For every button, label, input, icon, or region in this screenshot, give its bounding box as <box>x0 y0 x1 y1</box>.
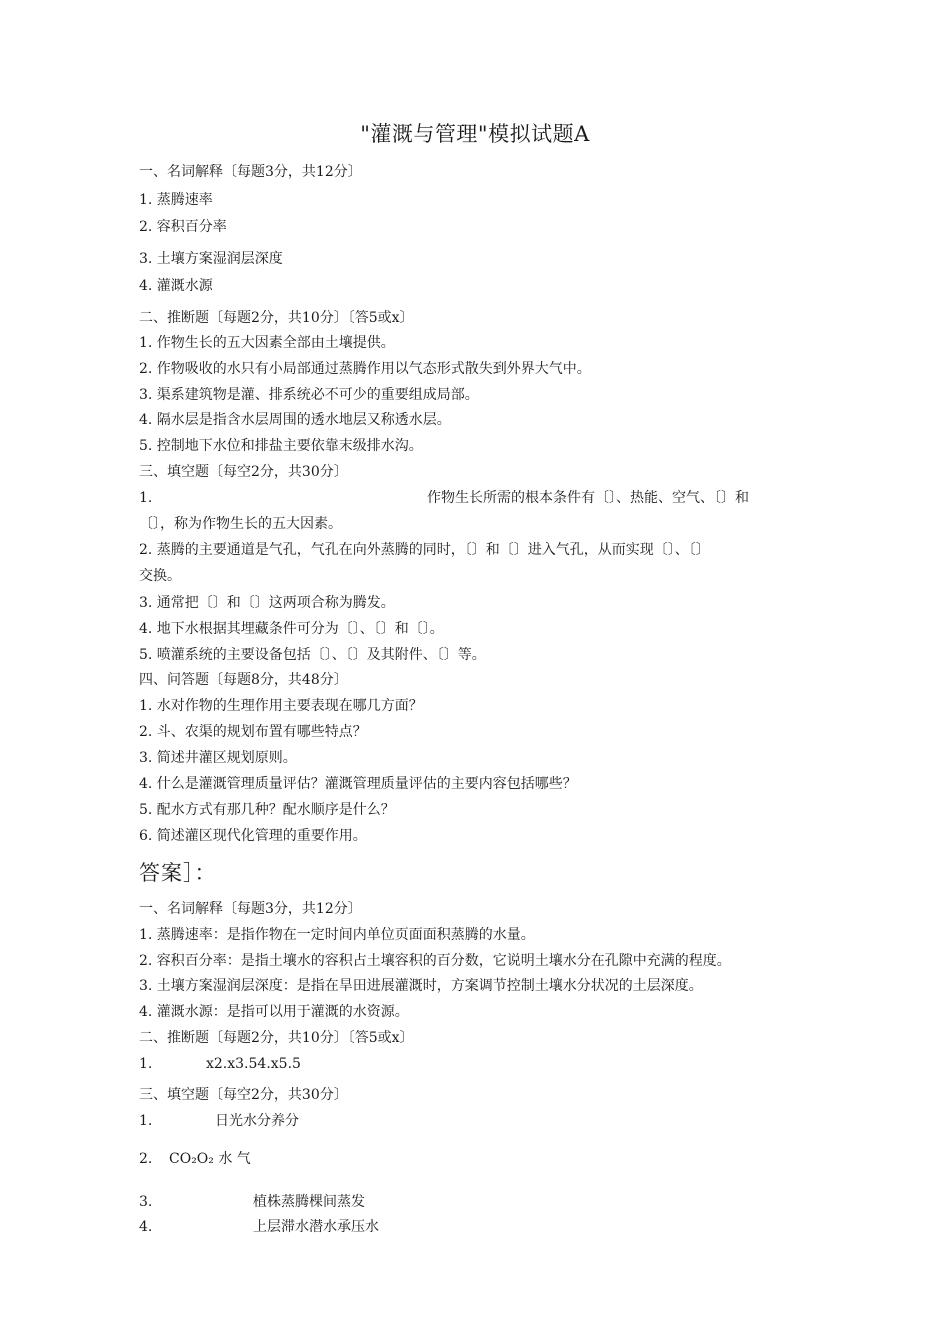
list-item-number: 1. <box>139 1056 153 1072</box>
list-item: 1. 作物生长的五大因素全部由土壤提供。 <box>139 335 395 351</box>
list-item: 2. 容积百分率：是指土壤水的容积占土壤容积的百分数，它说明土壤水分在孔隙中充满的程度。 <box>139 953 731 969</box>
list-item: CO₂O₂ 水 气 <box>169 1151 251 1167</box>
section-heading: 二、推断题〔每题2分，共10分〕〔答5或x〕 <box>139 310 414 326</box>
list-item: 日光水分养分 <box>215 1113 299 1129</box>
list-item-continuation: 交换。 <box>139 568 181 584</box>
list-item: 6. 简述灌区现代化管理的重要作用。 <box>139 828 367 844</box>
answers-heading: 答案］： <box>139 861 217 885</box>
section-heading: 一、名词解释〔每题3分，共12分〕 <box>139 164 362 180</box>
list-item: 2. 斗、农渠的规划布置有哪些特点？ <box>139 724 367 740</box>
list-item: x2.x3.54.x5.5 <box>206 1056 301 1072</box>
list-item: 4. 地下水根据其埋藏条件可分为〔〕、〔〕和〔〕。 <box>139 621 444 637</box>
list-item: 3. 渠系建筑物是灌、排系统必不可少的重要组成局部。 <box>139 387 479 403</box>
list-item: 4. 什么是灌溉管理质量评估？灌溉管理质量评估的主要内容包括哪些？ <box>139 776 577 792</box>
list-item: 3. 土壤方案湿润层深度：是指在旱田进展灌溉时，方案调节控制土壤水分状况的土层深度。 <box>139 978 703 994</box>
document-title: "灌溉与管理"模拟试题A <box>360 122 590 146</box>
list-item-continuation: 〔〕，称为作物生长的五大因素。 <box>139 516 342 532</box>
list-item: 5. 控制地下水位和排盐主要依靠末级排水沟。 <box>139 438 423 454</box>
list-item: 1. 蒸腾速率 <box>139 192 213 208</box>
list-item: 1. 水对作物的生理作用主要表现在哪几方面？ <box>139 698 423 714</box>
list-item: 2. 容积百分率 <box>139 219 227 235</box>
list-item: 1. 蒸腾速率：是指作物在一定时间内单位页面面积蒸腾的水量。 <box>139 927 535 943</box>
section-heading: 三、填空题〔每空2分，共30分〕 <box>139 464 348 480</box>
section-heading: 三、填空题〔每空2分，共30分〕 <box>139 1087 348 1103</box>
list-item: 5. 配水方式有那几种？配水顺序是什么？ <box>139 802 395 818</box>
list-item: 作物生长所需的根本条件有〔〕、热能、空气、〔〕和 <box>427 490 749 506</box>
list-item: 植株蒸腾棵间蒸发 <box>253 1194 365 1210</box>
section-heading: 一、名词解释〔每题3分，共12分〕 <box>139 901 362 917</box>
section-heading: 四、问答题〔每题8分，共48分〕 <box>139 672 348 688</box>
list-item-number: 1. <box>139 1113 153 1129</box>
list-item: 4. 灌溉水源：是指可以用于灌溉的水资源。 <box>139 1004 409 1020</box>
list-item: 2. 作物吸收的水只有小局部通过蒸腾作用以气态形式散失到外界大气中。 <box>139 361 591 377</box>
list-item: 3. 土壤方案湿润层深度 <box>139 251 283 267</box>
list-item: 4. 隔水层是指含水层周围的透水地层又称透水层。 <box>139 412 451 428</box>
list-item: 上层滞水潜水承压水 <box>253 1219 379 1235</box>
list-item: 5. 喷灌系统的主要设备包括〔〕、〔〕及其附件、〔〕等。 <box>139 647 486 663</box>
list-item: 4. 灌溉水源 <box>139 278 213 294</box>
list-item-number: 2. <box>139 1151 153 1167</box>
list-item: 2. 蒸腾的主要通道是气孔，气孔在向外蒸腾的同时，〔〕和〔〕进入气孔，从而实现〔〕、〔〕 <box>139 542 710 558</box>
list-item-number: 4. <box>139 1219 153 1235</box>
section-heading: 二、推断题〔每题2分，共10分〕〔答5或x〕 <box>139 1030 414 1046</box>
list-item-number: 1. <box>139 490 153 506</box>
list-item-number: 3. <box>139 1194 153 1210</box>
list-item: 3. 简述井灌区规划原则。 <box>139 750 297 766</box>
list-item: 3. 通常把〔〕和〔〕这两项合称为腾发。 <box>139 595 395 611</box>
